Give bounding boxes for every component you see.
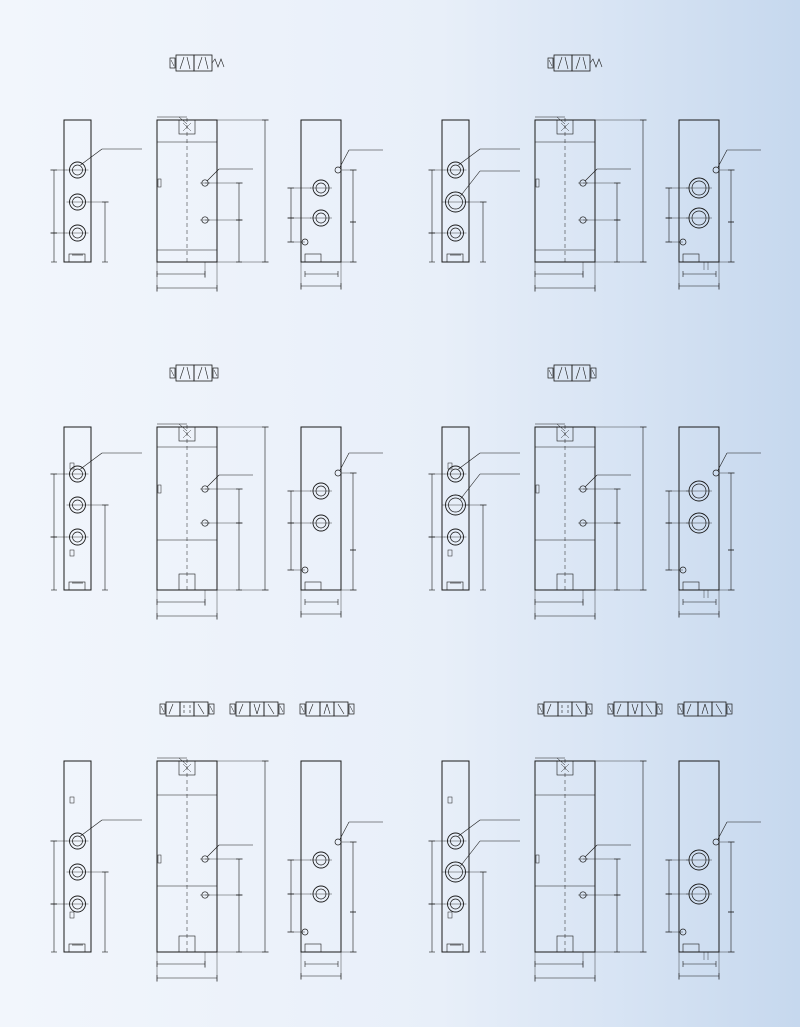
spring-icon bbox=[212, 59, 224, 67]
side-view bbox=[157, 117, 269, 292]
front-view bbox=[428, 761, 520, 952]
side-view bbox=[535, 424, 647, 620]
end-view bbox=[665, 120, 761, 290]
model-panel-4a230-06 bbox=[50, 702, 383, 982]
end-view bbox=[287, 120, 383, 290]
model-panel-4a210-06 bbox=[50, 55, 383, 292]
side-view bbox=[157, 424, 269, 620]
front-view bbox=[428, 120, 520, 262]
model-panel-4a220-08 bbox=[428, 365, 761, 620]
side-view bbox=[157, 758, 269, 982]
valve-symbol-3pos bbox=[160, 702, 214, 716]
valve-symbol-3pos bbox=[230, 702, 284, 716]
front-view bbox=[50, 427, 142, 590]
spring-icon bbox=[590, 59, 602, 67]
end-view bbox=[665, 761, 761, 980]
front-view bbox=[50, 761, 142, 952]
valve-symbol bbox=[548, 55, 602, 71]
side-view bbox=[535, 117, 647, 292]
side-view bbox=[535, 758, 647, 982]
end-view bbox=[287, 427, 383, 618]
end-view bbox=[287, 761, 383, 980]
front-view bbox=[50, 120, 142, 262]
front-view bbox=[428, 427, 520, 590]
valve-symbol bbox=[170, 55, 224, 71]
valve-symbol-3pos bbox=[538, 702, 592, 716]
valve-symbol bbox=[170, 365, 218, 381]
end-view bbox=[665, 427, 761, 618]
valve-symbol-3pos bbox=[300, 702, 354, 716]
valve-symbol-3pos bbox=[678, 702, 732, 716]
model-panel-4a220-06 bbox=[50, 365, 383, 620]
model-panel-4a210-08 bbox=[428, 55, 761, 292]
model-panel-4a230-08 bbox=[428, 702, 761, 982]
valve-symbol-3pos bbox=[608, 702, 662, 716]
valve-symbol bbox=[548, 365, 596, 381]
